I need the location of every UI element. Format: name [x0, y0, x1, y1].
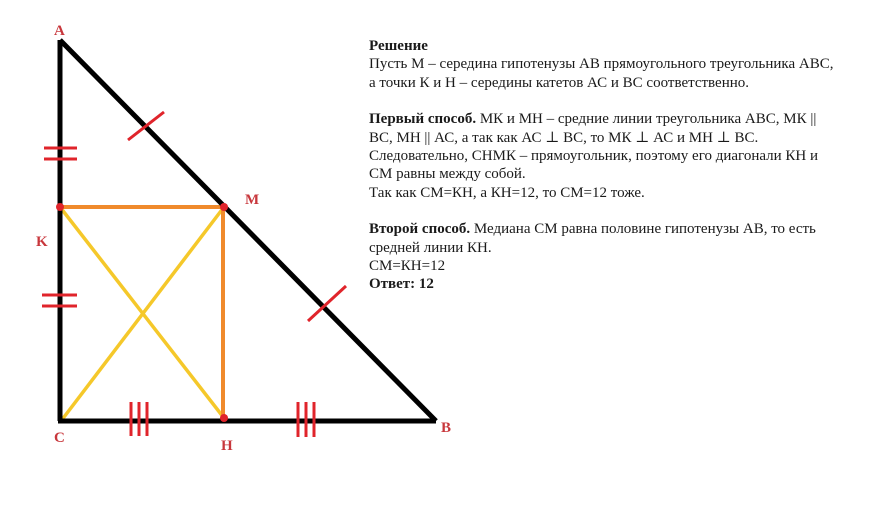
solution-text [369, 37, 874, 294]
label-h: H [221, 438, 233, 454]
method2-line-1: Второй способ. Медиана СМ равна половине гипотенузы АВ, то есть [369, 221, 816, 238]
method1-line-2: ВС, МН || АС, а так как АС ⊥ ВС, то МК ⊥ АС и МН ⊥ ВС. [369, 129, 759, 146]
label-a: A [54, 23, 65, 39]
method1-label: Первый способ. [369, 111, 477, 128]
answer-line: Ответ: 12 [369, 276, 434, 293]
point-k-dot [56, 203, 64, 211]
method1-line-4: СМ равны между собой. [369, 166, 526, 183]
equation-line: СМ=КН=12 [369, 258, 446, 275]
point-m-dot [220, 203, 228, 211]
method1-line-1: Первый способ. МК и МН – средние линии треугольника АВС, МК || [369, 111, 817, 128]
method2-line-2: средней линии КН. [369, 239, 492, 256]
label-b: B [441, 420, 452, 436]
method2-label: Второй способ. [369, 221, 471, 238]
label-k: K [36, 234, 48, 250]
method1-line-3: Следовательно, СНМК – прямоугольник, поэтому его диагонали КН и [369, 148, 819, 165]
intro-line-2: а точки К и Н – середины катетов АС и ВС соответственно. [369, 74, 750, 91]
label-c: C [54, 430, 65, 446]
solution-title: Решение [369, 38, 428, 54]
label-m: M [245, 192, 260, 208]
method1-line-5: Так как СМ=КН, а КН=12, то СМ=12 тоже. [369, 184, 645, 201]
point-h-dot [220, 414, 228, 422]
intro-line-1: Пусть М – середина гипотенузы АВ прямоугольного треугольника АВС, [369, 56, 834, 73]
